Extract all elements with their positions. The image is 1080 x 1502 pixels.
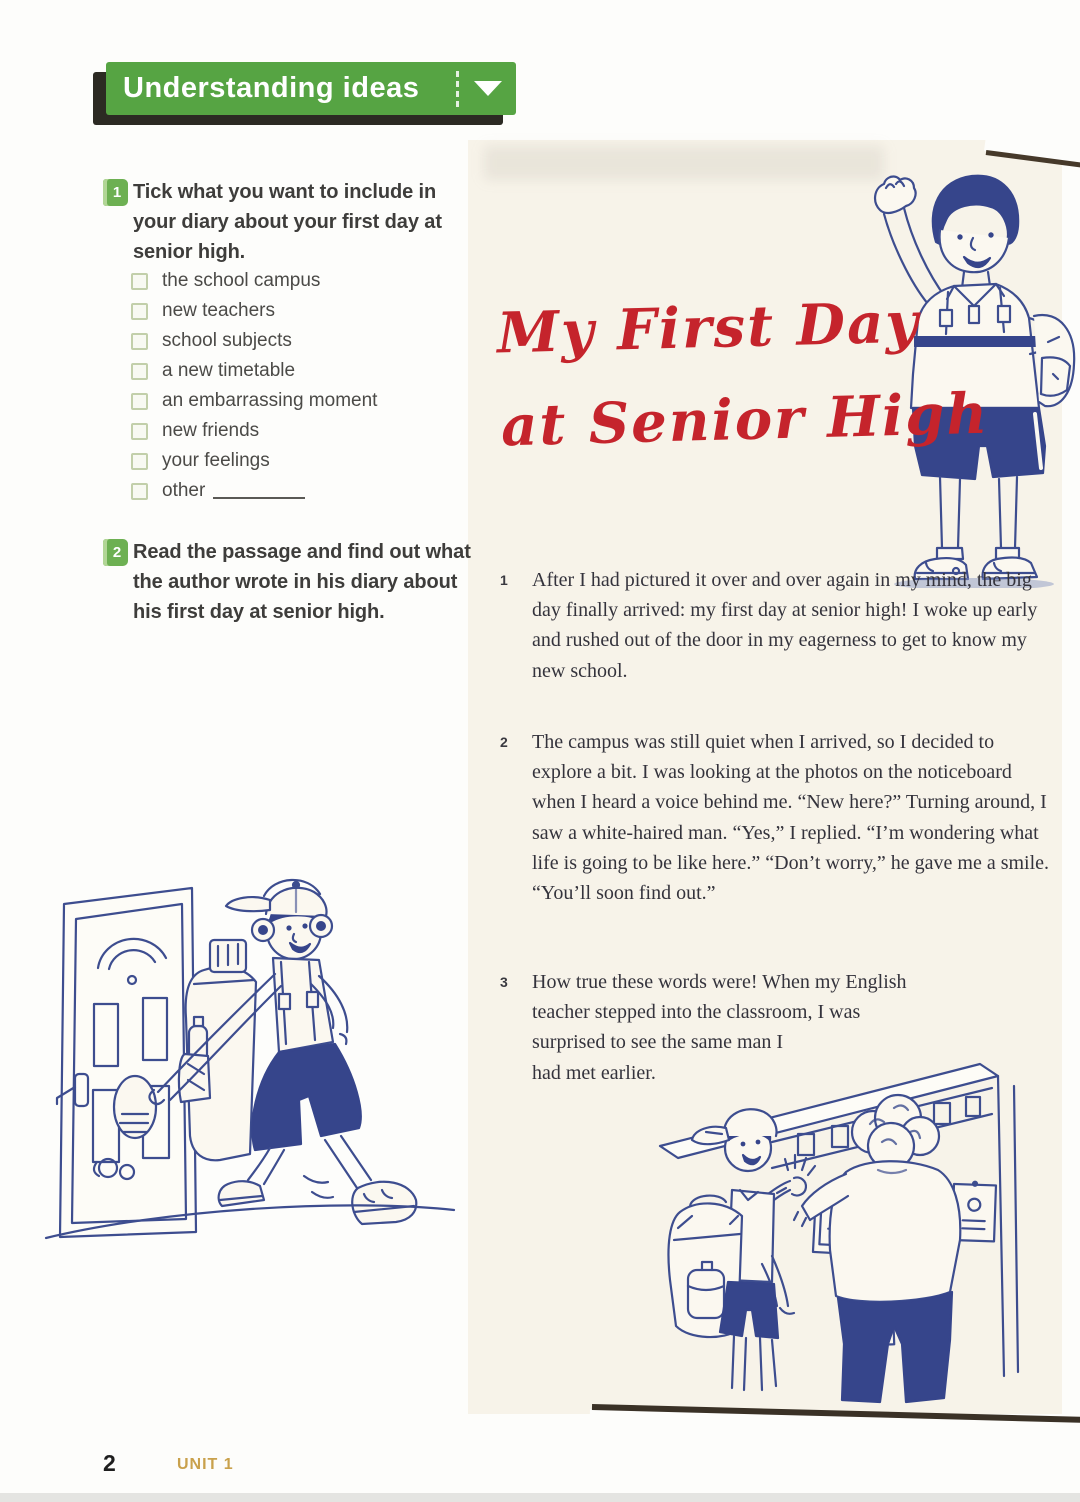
page-number: 2 [103, 1450, 116, 1476]
paragraph-1 [500, 565, 1052, 686]
waving-boy-illustration [852, 146, 1080, 588]
activity-2-number: 2 [112, 544, 122, 561]
dropdown-arrow-icon [474, 81, 502, 96]
checkbox[interactable] [131, 393, 148, 410]
option-row [131, 476, 377, 506]
paragraph-text: After I had pictured it over and over again in my mind, the big day finally arrived: my first day at senior high! I woke up early and rushed out of the door in my eagerness to get to know my new school. [532, 569, 1038, 682]
option-label: a new timetable [162, 360, 296, 381]
paragraph-3 [500, 967, 1052, 1099]
unit-label: UNIT 1 [177, 1456, 234, 1473]
running-boy-illustration [42, 842, 457, 1270]
section-title: Understanding ideas [123, 72, 420, 104]
activity-1-instruction: Tick what you want to include in your diary about your first day at senior high. [133, 181, 442, 263]
answer-blank[interactable] [213, 483, 305, 499]
option-row [131, 356, 377, 386]
banner-divider [456, 71, 459, 107]
option-label: new friends [162, 420, 260, 441]
paragraph-number: 3 [500, 974, 508, 990]
paragraph-number: 2 [500, 734, 508, 750]
option-label: other [162, 480, 206, 501]
activity-1-number: 1 [112, 184, 122, 201]
paragraph-text: The campus was still quiet when I arrived, so I decided to explore a bit. I was looking at the photos on the noticeboard when I heard a voice behind me. “New here?” Turning around, I saw a white-haired man. “Yes,” I replied. “I’m wondering what life is going to be like here.” “Don’t worry,” he gave me a smile. “You’ll soon find out.” [532, 731, 1050, 905]
section-banner [106, 62, 516, 115]
option-label: new teachers [162, 300, 276, 321]
print-ghost-watermark [484, 146, 884, 180]
checkbox[interactable] [131, 453, 148, 470]
paragraph-2 [500, 727, 1052, 908]
checkbox[interactable] [131, 273, 148, 290]
paragraph-number: 1 [500, 572, 508, 588]
option-label: your feelings [162, 450, 270, 471]
option-row [131, 446, 377, 476]
activity-1-options-list [131, 266, 377, 506]
passage-title-line-1: My First Day [496, 289, 921, 367]
option-row [131, 326, 377, 356]
activity-2-number-badge [103, 539, 128, 566]
checkbox[interactable] [131, 363, 148, 380]
checkbox[interactable] [131, 423, 148, 440]
option-label: school subjects [162, 330, 292, 351]
option-row [131, 296, 377, 326]
option-label: an embarrassing moment [162, 390, 378, 411]
photo-bottom-edge [0, 1493, 1080, 1502]
option-row [131, 416, 377, 446]
checkbox[interactable] [131, 333, 148, 350]
option-label: the school campus [162, 270, 321, 291]
option-row [131, 266, 377, 296]
checkbox[interactable] [131, 303, 148, 320]
passage-title-line-2: at Senior High [500, 380, 990, 460]
option-row [131, 386, 377, 416]
activity-2-instruction: Read the passage and find out what the author wrote in his diary about his first day at senior high. [133, 541, 471, 623]
activity-1-number-badge [103, 179, 128, 206]
checkbox[interactable] [131, 483, 148, 500]
paragraph-text: How true these words were! When my English teacher stepped into the classroom, I was surprised to see the same man I had met earlier. [532, 971, 907, 1084]
